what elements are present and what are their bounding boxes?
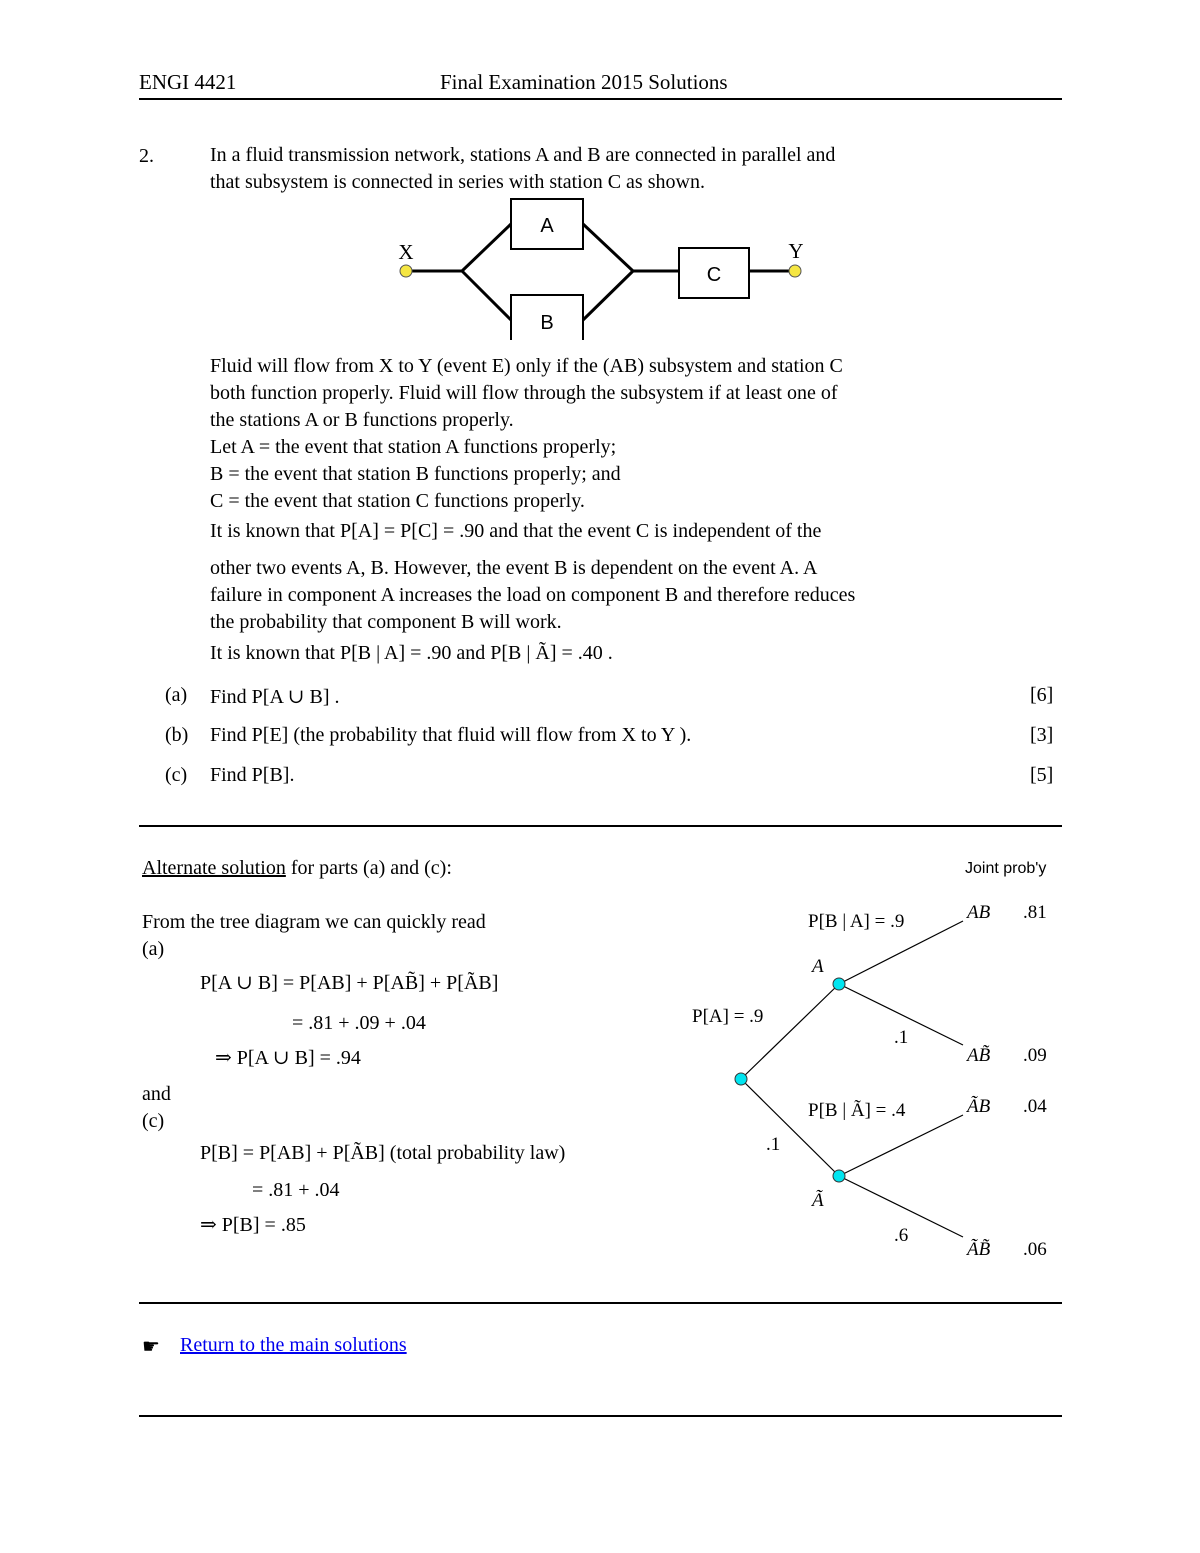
part-c-marks: [5] — [1030, 764, 1054, 786]
part-b-text: Find P[E] (the probability that fluid will flow from X to Y ). — [210, 724, 692, 746]
wire-join-b — [583, 271, 633, 320]
equation-union: P[A ∪ B] = P[AB] + P[AB̃] + P[ÃB] — [200, 972, 499, 994]
question-body — [210, 353, 1000, 515]
outcome-nota-b: ÃB — [967, 1096, 991, 1117]
course-code: ENGI 4421 — [139, 70, 237, 94]
body-line: the stations A or B functions properly. — [210, 409, 514, 431]
tree-intro: From the tree diagram we can quickly read — [142, 911, 486, 933]
label-p-a: P[A] = .9 — [692, 1006, 764, 1027]
network-diagram — [390, 195, 820, 340]
joint-prob-header: Joint prob'y — [965, 860, 1047, 877]
equation-sum-c: = .81 + .04 — [252, 1179, 340, 1201]
solution-heading-rest: for parts (a) and (c): — [285, 857, 452, 879]
body-line: the probability that component B will work. — [210, 611, 562, 633]
part-b-marks: [3] — [1030, 724, 1054, 746]
solution-heading — [142, 857, 452, 880]
known-probabilities-line: It is known that P[A] = P[C] = .90 and that the event C is independent of the — [210, 520, 822, 542]
body-line: both function properly. Fluid will flow through the subsystem if at least one of — [210, 382, 838, 404]
intro-line: In a fluid transmission network, stations A and B are connected in parallel and — [210, 144, 836, 166]
outcome-nota-notb: ÃB̃ — [967, 1239, 991, 1260]
node-x-dot — [400, 265, 412, 277]
outcome-nota-notb-prob: .06 — [1023, 1239, 1047, 1260]
document-title: Final Examination 2015 Solutions — [440, 70, 728, 94]
outcome-ab: AB — [967, 902, 991, 923]
station-b-label: B — [540, 312, 554, 334]
return-to-main-solutions-link[interactable]: Return to the main solutions — [180, 1334, 407, 1356]
intro-line: that subsystem is connected in series with station C as shown. — [210, 171, 705, 193]
tree-node-a — [833, 978, 845, 990]
outcome-a-notb: AB̃ — [967, 1045, 991, 1066]
wire-split-b — [462, 271, 511, 320]
solution-part-a-label: (a) — [142, 938, 165, 960]
body-line: B = the event that station B functions properly; and — [210, 463, 621, 485]
body-line: other two events A, B. However, the event B is dependent on the event A. A — [210, 557, 818, 579]
footer-rule — [139, 1415, 1062, 1417]
and-text: and — [142, 1083, 171, 1105]
section-rule — [139, 825, 1062, 827]
equation-result-c: ⇒ P[B] = .85 — [200, 1214, 306, 1236]
part-b-label: (b) — [165, 724, 189, 746]
wire-split-a — [462, 224, 511, 271]
body-line: C = the event that station C functions properly. — [210, 490, 585, 512]
equation-result-a: ⇒ P[A ∪ B] = .94 — [215, 1047, 361, 1069]
probability-tree — [680, 850, 1080, 1270]
part-a-text: Find P[A ∪ B] . — [210, 686, 340, 708]
solution-rule — [139, 1302, 1062, 1304]
solution-heading-underlined: Alternate solution — [142, 857, 286, 879]
branch-root-nota — [741, 1079, 839, 1176]
question-intro — [210, 142, 1000, 196]
node-x-label: X — [398, 240, 414, 264]
node-y-dot — [789, 265, 801, 277]
label-p-nota: .1 — [766, 1134, 781, 1155]
question-number: 2. — [139, 145, 154, 167]
wire-join-a — [583, 224, 633, 271]
conditional-probabilities-line: It is known that P[B | A] = .90 and P[B | Ã] = .40 . — [210, 642, 613, 664]
body-line: failure in component A increases the load on component B and therefore reduces — [210, 584, 856, 606]
branch-root-a — [741, 984, 839, 1079]
label-node-a: A — [812, 956, 824, 977]
pointing-hand-icon: ☛ — [142, 1336, 160, 1358]
body-line: Fluid will flow from X to Y (event E) only if the (AB) subsystem and station C — [210, 355, 843, 377]
label-p-notb-given-nota: .6 — [894, 1225, 909, 1246]
equation-sum: = .81 + .09 + .04 — [292, 1012, 426, 1034]
question-body-2 — [210, 555, 1000, 636]
tree-node-nota — [833, 1170, 845, 1182]
node-y-label: Y — [788, 239, 804, 263]
station-c-label: C — [706, 264, 722, 286]
header-rule — [139, 98, 1062, 100]
equation-total-probability: P[B] = P[AB] + P[ÃB] (total probability law) — [200, 1142, 566, 1164]
station-a-label: A — [540, 215, 554, 237]
part-a-marks: [6] — [1030, 684, 1054, 706]
label-p-b-given-nota: P[B | Ã] = .4 — [808, 1100, 906, 1121]
label-node-nota: Ã — [812, 1190, 824, 1211]
part-a-label: (a) — [165, 684, 188, 706]
branch-nota-b — [839, 1115, 963, 1176]
part-c-text: Find P[B]. — [210, 764, 295, 786]
body-line: Let A = the event that station A functions properly; — [210, 436, 617, 458]
outcome-ab-prob: .81 — [1023, 902, 1047, 923]
label-p-notb-given-a: .1 — [894, 1027, 909, 1048]
part-c-label: (c) — [165, 764, 188, 786]
tree-root-node — [735, 1073, 747, 1085]
solution-part-c-label: (c) — [142, 1110, 165, 1132]
outcome-a-notb-prob: .09 — [1023, 1045, 1047, 1066]
label-p-b-given-a: P[B | A] = .9 — [808, 911, 905, 932]
outcome-nota-b-prob: .04 — [1023, 1096, 1047, 1117]
